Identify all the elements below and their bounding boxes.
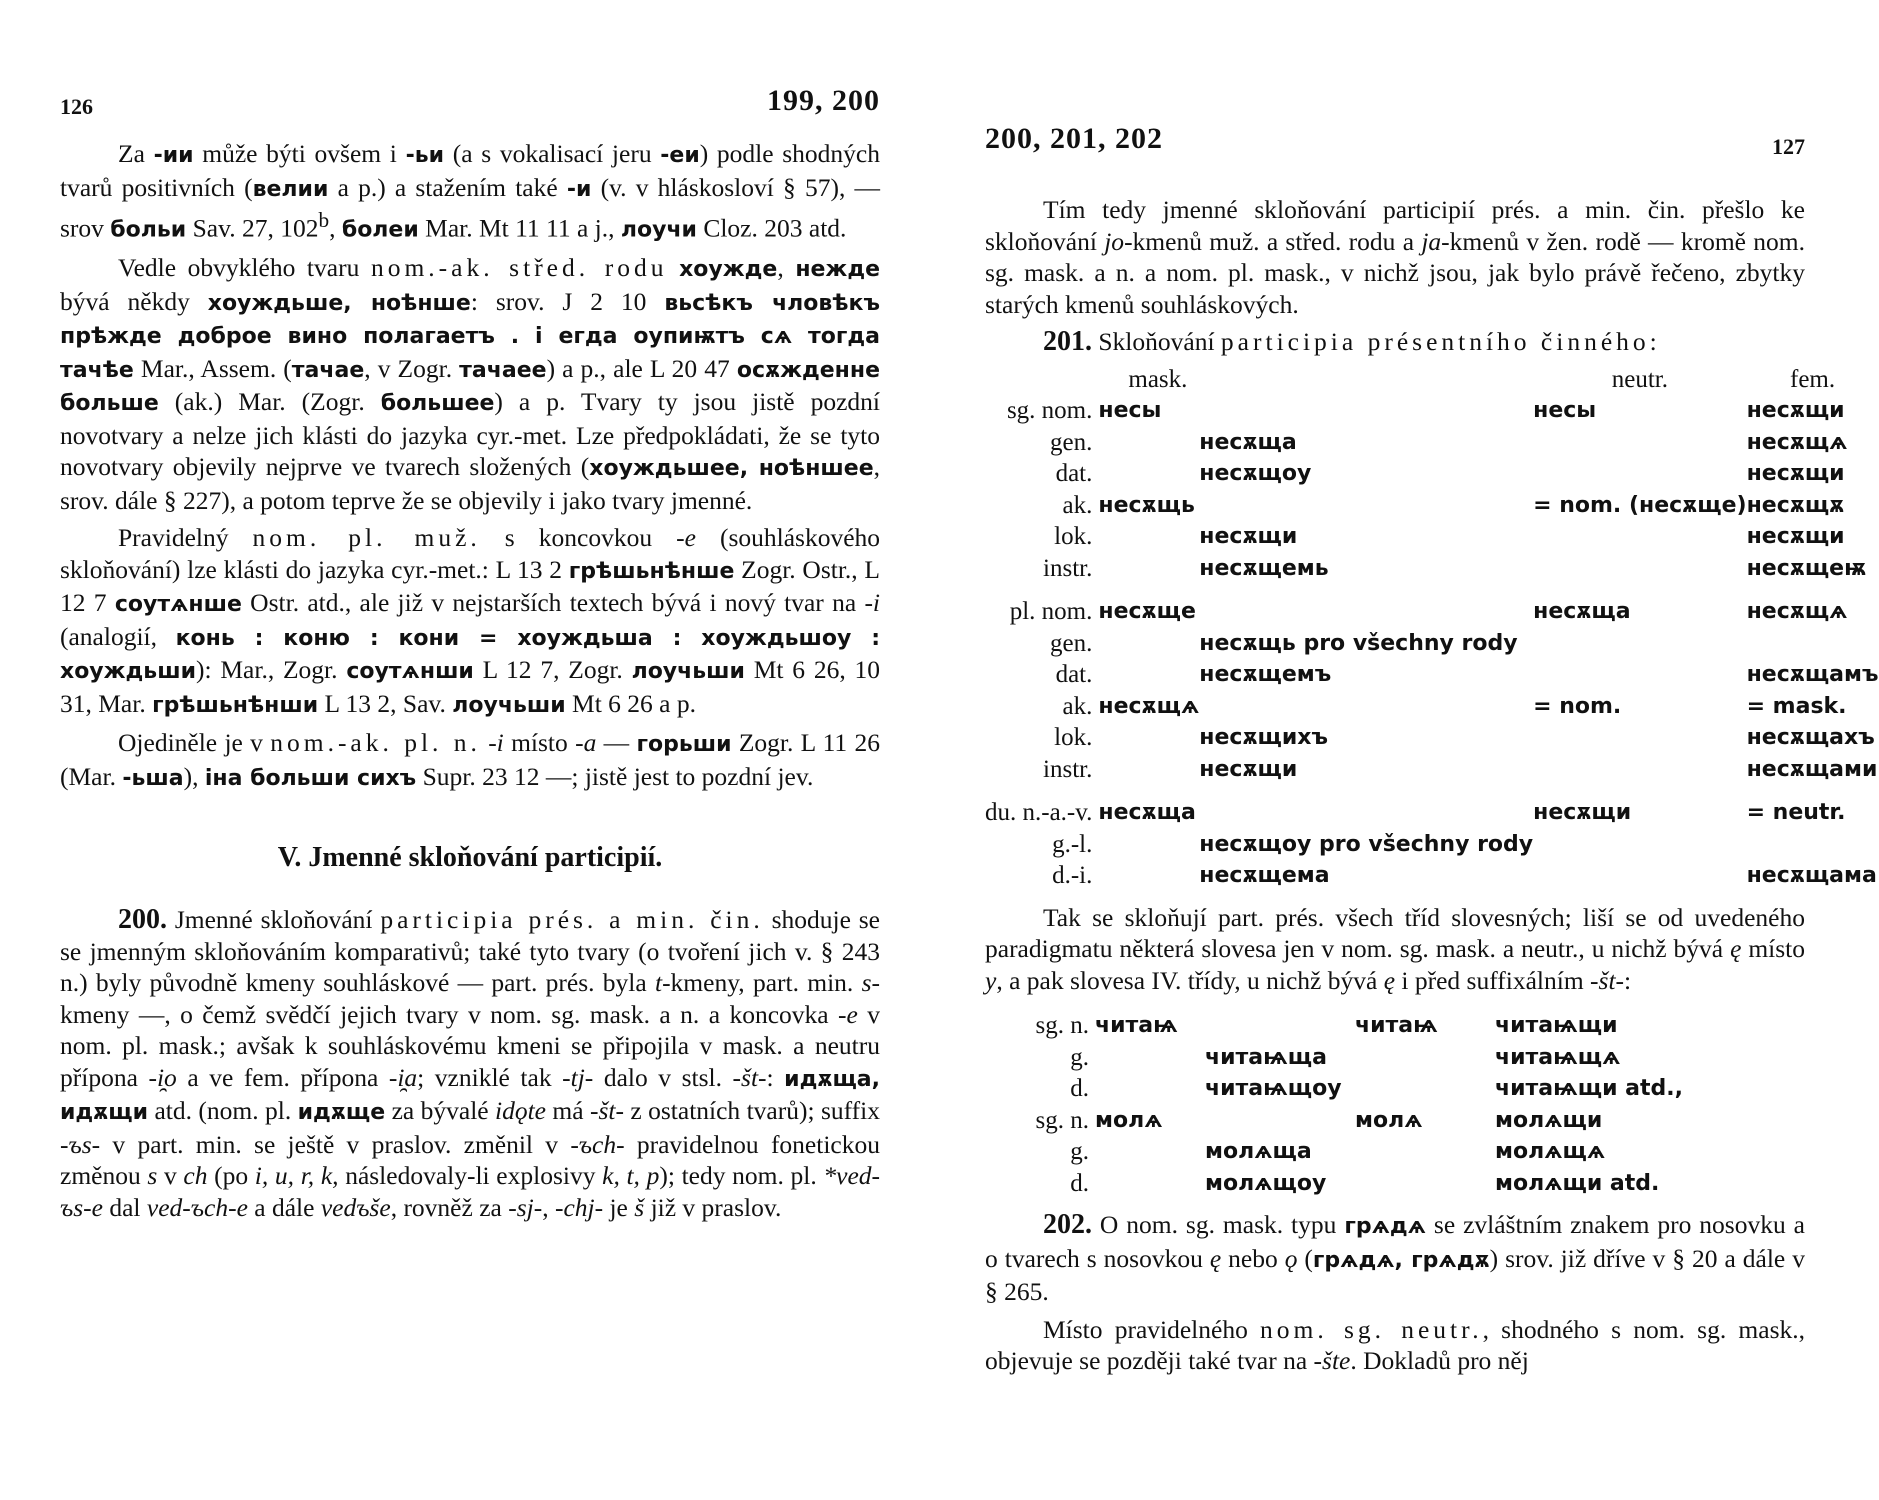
section-number: 200.: [118, 904, 167, 935]
cell-neutr: [1533, 521, 1746, 553]
cell-mask: несѫщѧ: [1098, 693, 1200, 719]
table-header-row: [985, 364, 1879, 396]
table-row: [985, 1105, 1805, 1137]
cell-shared: несѫщи: [1199, 756, 1298, 782]
row-label: dat.: [1055, 460, 1093, 487]
row-label: d.: [1070, 1075, 1089, 1102]
cell-neutr: несѫщи: [1533, 800, 1632, 825]
cell-fem: несѫщи: [1746, 461, 1845, 486]
cell-shared: читаѩща: [1205, 1044, 1327, 1070]
paragraph-5: Místo pravidelného nom. sg. neutr., shodného s nom. sg. mask., objevuje se později také tvar na -šte. Dokladů pro něj: [985, 1314, 1806, 1375]
singular-rows: [985, 395, 1879, 584]
header-mask: mask.: [1128, 365, 1188, 393]
cell-mask: [1098, 521, 1199, 553]
cell-neutr: [1533, 754, 1746, 786]
cell-fem: молѧщи: [1495, 1107, 1603, 1133]
chapter-heading: V. Jmenné skloňování participií.: [277, 842, 663, 873]
cell-neutr: [1533, 722, 1746, 754]
paragraph-1: Za -ии může býti ovšem i -ьи (a s vokalisací jeru -еи) podle shodných tvarů positivních (велии a p.) a stažením také -и (v. v hláskosloví § 57), — srov больи Sav. 27, 102$^b$, болеи Mar. Mt 11 11 a j., лоучи Cloz. 203 atd.: [60, 139, 881, 243]
section-range: 200, 201, 202: [985, 122, 1163, 155]
cell-neutr: несы: [1533, 398, 1597, 423]
cell-neutr: несѫща: [1533, 599, 1631, 624]
cell-neutr: [1533, 458, 1746, 490]
cell-mask: [1098, 659, 1199, 691]
table-row: [985, 754, 1879, 786]
cell-mask: [1098, 628, 1199, 660]
cell-shared: [1199, 691, 1533, 723]
table-row: [985, 1073, 1805, 1105]
cell-fem: несѫщахъ: [1746, 725, 1875, 750]
section-range: 199, 200: [767, 84, 880, 117]
row-label: g.-l.: [1052, 830, 1093, 858]
paragraph-3: Pravidelný nom. pl. muž. s koncovkou -e (souhláskového skloňování) lze klásti do jazyka cyr.-met.: L 13 2 грѣшьнѣнше Zogr. Ostr., L 12 7 соутѧнше Ostr. atd., ale již v nejstarších textech bývá i nový tvar na -i (analogií, конь : коню : кони = хоуждьша : хоуждьшоу : хоуждьши): Mar., Zogr. соутѧнши L 12 7, Zogr. лоучьши Mt 6 26, 10 31, Mar. грѣшьнѣнши L 13 2, Sav. лоучьши Mt 6 26 a p.: [60, 523, 881, 718]
cell-fem: читаѩщѧ: [1495, 1044, 1621, 1070]
header-neutr: neutr.: [1611, 365, 1668, 393]
cell-neutr: [1355, 1168, 1495, 1200]
table-row: [985, 1042, 1805, 1074]
table-row: [985, 395, 1879, 427]
section-number: 202.: [1043, 1209, 1092, 1240]
table-row: [985, 490, 1879, 522]
table-row: [985, 1136, 1805, 1168]
cell-shared: молѧща: [1205, 1139, 1312, 1164]
left-page: [60, 0, 880, 1500]
row-label: d.-i.: [1052, 862, 1093, 889]
cell-neutr: [1533, 427, 1746, 459]
cell-neutr: [1533, 553, 1746, 585]
paragraph-2: Vedle obvyklého tvaru nom.-ak. střed. rodu хоужде, нежде bývá někdy хоуждьше, ноѣнше: srov. J 2 10 вьсѣкъ чловѣкъ прѣжде доброе вино полагаетъ . і егда оупиѭтъ сѧ тогда тачѣе Mar., Assem. (тачае, v Zogr. тачаее) a p., ale L 20 47 осѫжденне больше (ak.) Mar. (Zogr. большее) a p. Tvary ty jsou jistě pozdní novotvary a nelze jich klásti do jazyka cyr.-met. Lze předpokládati, že se tyto novotvary objevily nejprve ve tvarech složených (хоуждьшее, ноѣншее, srov. dále § 227), a potom teprve že se objevily i jako tvary jmenné.: [60, 253, 881, 515]
row-label: lok.: [1054, 724, 1093, 751]
row-label: g.: [1070, 1138, 1089, 1165]
cell-fem: читаѩщи: [1495, 1013, 1618, 1038]
header-fem: fem.: [1790, 365, 1836, 393]
paragraph-200: 200. Jmenné skloňování participia prés. a min. čin. shoduje se se jmenným skloňováním komparativů; také tyto tvary (o tvoření jich v. § 243 n.) byly původně kmeny souhláskové — part. prés. byla t-kmeny, part. min. s-kmeny —, o čemž svědčí jejich tvary v nom. sg. mask. a n. a koncovka -e v nom. pl. mask.; avšak k souhláskovému kmeni se připojila v mask. a neutru přípona -i̯o a ve fem. přípona -i̯a; vzniklé tak -tj- dalo v stsl. -št-: идѫща, идѫщи atd. (nom. pl. идѫще za bývalé idǫte má -št- z ostatních tvarů); suffix -ъs- v part. min. se ještě v praslov. změnil v -ъch- pravidelnou fonetickou změnou s v ch (po i, u, r, k, následovaly-li explosivy k, t, p); tedy nom. pl. *ved-ъs-e dal ved-ъch-e a dále vedъše, rovněž za -sj-, -chj- je š již v praslov.: [60, 904, 881, 1222]
cell-shared: несѫщемъ: [1199, 662, 1332, 687]
left-page-body: [60, 138, 880, 1229]
cell-neutr: [1355, 1042, 1495, 1074]
cell-mask: [1098, 553, 1199, 585]
cell-mask: [1098, 427, 1199, 459]
example-rows: [985, 1010, 1805, 1199]
table-row: [985, 458, 1879, 490]
cell-shared: [1199, 797, 1533, 829]
table-row: [985, 553, 1879, 585]
cell-mask: [1095, 1073, 1205, 1105]
cell-shared: молѧщоу: [1205, 1170, 1327, 1196]
row-label: gen.: [1050, 629, 1093, 657]
row-label: sg. n.: [1035, 1106, 1089, 1134]
section-number: 201.: [1043, 326, 1092, 357]
cell-shared: [1199, 395, 1533, 427]
cell-shared: несѫщоу pro všechny rody: [1199, 831, 1534, 857]
examples-table: [985, 1010, 1805, 1199]
table-row: [985, 797, 1879, 829]
row-label: d.: [1070, 1169, 1089, 1197]
cell-neutr: [1533, 860, 1746, 892]
cell-mask: несѫща: [1098, 800, 1196, 825]
cell-mask: [1098, 860, 1199, 892]
row-label: lok.: [1054, 523, 1093, 550]
cell-fem: несѫщеѭ: [1746, 555, 1867, 581]
cell-mask: несѫщь: [1098, 492, 1195, 518]
cell-mask: [1095, 1136, 1205, 1168]
paragraph-201: 201. Skloňování participia présentního činného:: [1043, 326, 1657, 357]
cell-mask: [1098, 754, 1199, 786]
cell-shared: несѫщоу: [1199, 461, 1312, 486]
cell-fem: = neutr.: [1746, 800, 1846, 825]
table-row: [985, 691, 1879, 723]
cell-fem: [1747, 628, 1879, 660]
row-label: sg. nom.: [1006, 397, 1093, 424]
cell-neutr: [1355, 1073, 1495, 1105]
cell-neutr: = nom. (несѫще): [1533, 492, 1747, 518]
paragraph-1: Tím tedy jmenné skloňování participií prés. a min. čin. přešlo ke skloňování jo-kmenů muž. a střed. rodu a ja-kmenů v žen. rodě — kromě nom. sg. mask. a n. a nom. pl. mask., v nichž jsou, jak bylo právě řečeno, zbytky starých kmenů souhláskových.: [985, 195, 1806, 319]
table-row: [985, 722, 1879, 754]
cell-shared: [1205, 1010, 1355, 1042]
cell-fem: [1747, 829, 1879, 861]
cell-fem: несѫщама: [1746, 863, 1877, 888]
cell-mask: [1095, 1168, 1205, 1200]
row-label: gen.: [1050, 428, 1093, 456]
cell-shared: [1199, 596, 1533, 628]
row-label: dat.: [1055, 661, 1093, 688]
cell-shared: [1205, 1105, 1355, 1137]
table-row: [985, 829, 1879, 861]
table-row: [985, 427, 1879, 459]
cell-neutr: читаѩ: [1355, 1013, 1438, 1038]
cell-mask: читаѩ: [1095, 1013, 1178, 1038]
dual-rows: [985, 797, 1879, 892]
row-label: pl. nom.: [1009, 598, 1093, 625]
left-page-header: [60, 0, 880, 119]
row-label: du. n.-a.-v.: [985, 799, 1093, 826]
cell-shared: несѫщь pro všechny rody: [1199, 630, 1518, 656]
cell-fem: несѫщамъ: [1746, 662, 1879, 687]
cell-shared: [1199, 490, 1533, 522]
cell-neutr: молѧ: [1355, 1107, 1423, 1133]
row-label: instr.: [1043, 554, 1093, 582]
cell-fem: молѧщѧ: [1495, 1139, 1606, 1164]
cell-fem: несѫщѫ: [1746, 492, 1845, 518]
right-page-body: [985, 194, 1879, 1383]
cell-fem: несѫщѧ: [1746, 429, 1848, 455]
cell-shared: несѫщихъ: [1199, 725, 1329, 750]
paradigm-table: [985, 364, 1879, 892]
cell-mask: [1098, 458, 1199, 490]
cell-neutr: [1533, 628, 1746, 660]
cell-mask: [1098, 829, 1199, 861]
cell-neutr: [1533, 659, 1746, 691]
cell-shared: несѫщи: [1199, 524, 1298, 549]
cell-neutr: = nom.: [1533, 693, 1622, 719]
cell-fem: несѫщи: [1746, 398, 1845, 423]
cell-neutr: [1533, 829, 1746, 861]
cell-fem: читаѩщи atd.,: [1495, 1076, 1683, 1101]
cell-shared: несѫща: [1199, 429, 1297, 455]
cell-fem: несѫщи: [1746, 524, 1845, 549]
table-row: [985, 628, 1879, 660]
cell-mask: несѫще: [1098, 599, 1196, 624]
cell-mask: [1095, 1042, 1205, 1074]
right-page: [985, 0, 1879, 1500]
row-label: g.: [1070, 1043, 1089, 1071]
table-row: [985, 596, 1879, 628]
paragraph-202: 202. O nom. sg. mask. typu грѧдѧ se zvláštním znakem pro nosovku a o tvarech s nosovkou ę nebo ǫ (грѧдѧ, грѧдѫ) srov. již dříve v § 20 a dále v § 265.: [985, 1209, 1805, 1306]
table-row: [985, 521, 1879, 553]
cell-fem: несѫщѧ: [1746, 599, 1848, 624]
table-row: [985, 1168, 1805, 1200]
paragraph-4: Ojediněle je v nom.-ak. pl. n. -i místo -a — горьши Zogr. L 11 26 (Mar. -ьша), іна больши сихъ Supr. 23 12 —; jistě jest to pozdní jev.: [60, 728, 881, 791]
page-number: 127: [1772, 134, 1805, 159]
table-row: [985, 1010, 1805, 1042]
page-number: 126: [60, 94, 93, 119]
cell-fem: молѧщи atd.: [1495, 1170, 1660, 1196]
cell-shared: читаѩщоу: [1205, 1076, 1342, 1101]
cell-shared: несѫщемь: [1199, 555, 1329, 581]
row-label: ak.: [1062, 491, 1093, 519]
cell-mask: несы: [1098, 398, 1162, 423]
row-label: ak.: [1062, 692, 1093, 720]
table-row: [985, 659, 1879, 691]
table-row: [985, 860, 1879, 892]
cell-mask: молѧ: [1095, 1107, 1163, 1133]
cell-mask: [1098, 722, 1199, 754]
row-label: sg. n.: [1035, 1012, 1089, 1039]
paragraph-3: Tak se skloňují part. prés. všech tříd slovesných; liší se od uvedeného paradigmatu některá slovesa jen v nom. sg. mask. a neutr., u nichž bývá ę místo y, a pak slovesa IV. třídy, u nichž bývá ę i před suffixálním -št-:: [985, 902, 1805, 995]
cell-fem: несѫщами: [1746, 756, 1878, 782]
cell-shared: несѫщема: [1199, 863, 1330, 888]
cell-fem: = mask.: [1746, 693, 1847, 719]
plural-rows: [985, 596, 1879, 785]
row-label: instr.: [1043, 755, 1093, 783]
cell-neutr: [1355, 1136, 1495, 1168]
